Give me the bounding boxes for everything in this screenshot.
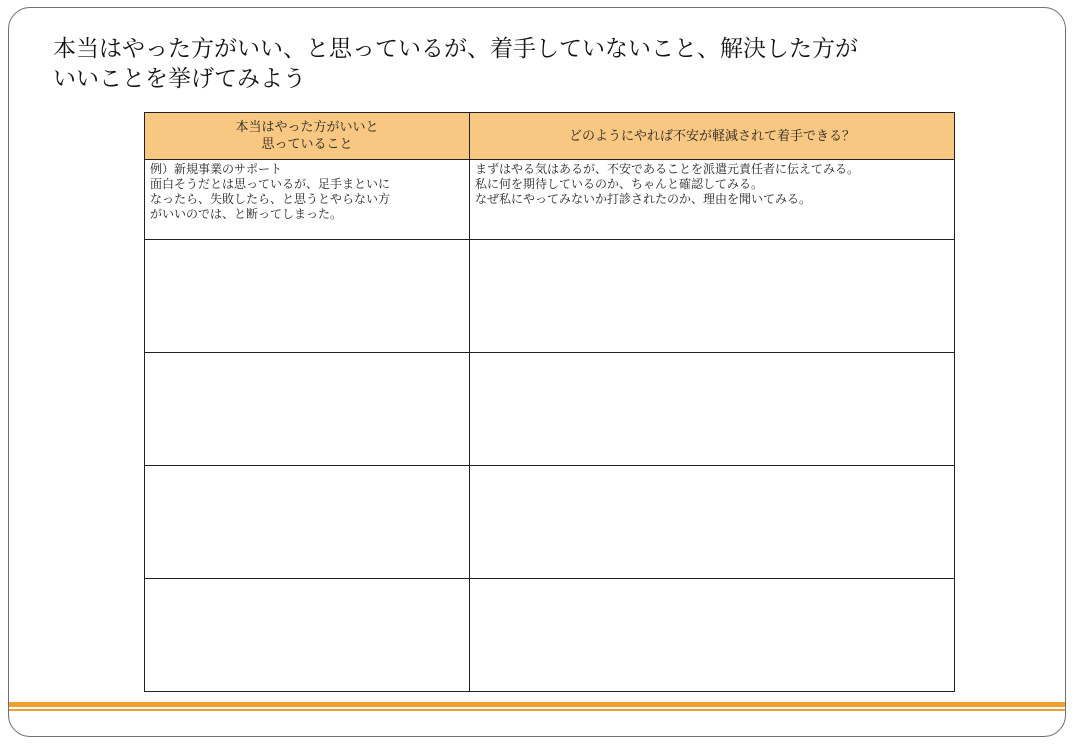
- example-right-line: まずはやる気はあるが、不安であることを派遣元責任者に伝えてみる。: [475, 162, 860, 176]
- blank-cell-right[interactable]: [470, 240, 955, 353]
- example-left-line: 例）新規事業のサポート: [150, 162, 283, 176]
- table-row: [145, 466, 955, 579]
- blank-cell-right[interactable]: [470, 466, 955, 579]
- footer-accent-thin-line: [9, 709, 1065, 711]
- example-right-line: なぜ私にやってみないか打診されたのか、理由を聞いてみる。: [475, 192, 812, 206]
- example-left-line: なったら、失敗したら、と思うとやらない方: [150, 192, 391, 206]
- example-right-cell: [470, 160, 955, 240]
- example-right-line: 私に何を期待しているのか、ちゃんと確認してみる。: [475, 177, 764, 191]
- table-row: [145, 240, 955, 353]
- worksheet-table: [144, 112, 955, 692]
- example-left-cell: [145, 160, 470, 240]
- table-row-example: [145, 160, 955, 240]
- table-row: [145, 579, 955, 692]
- table-row: [145, 353, 955, 466]
- blank-cell-right[interactable]: [470, 353, 955, 466]
- slide-frame: [8, 7, 1066, 737]
- footer-accent-bar: [9, 702, 1065, 713]
- blank-cell-left[interactable]: [145, 240, 470, 353]
- header-wanted-tasks: 本当はやった方がいいと 思っていること: [145, 113, 470, 160]
- blank-cell-left[interactable]: [145, 353, 470, 466]
- blank-cell-right[interactable]: [470, 579, 955, 692]
- table-header-row: [145, 113, 955, 160]
- blank-cell-left[interactable]: [145, 466, 470, 579]
- header-how-to-start: どのようにやれば不安が軽減されて着手できる？: [470, 113, 955, 160]
- slide-title: 本当はやった方がいい、と思っているが、着手していないこと、解決した方が いいことを挙げてみよう: [53, 36, 858, 92]
- blank-cell-left[interactable]: [145, 579, 470, 692]
- example-left-line: がいいのでは、と断ってしまった。: [150, 207, 343, 221]
- example-left-line: 面白そうだとは思っているが、足手まといに: [150, 177, 391, 191]
- footer-accent-line: [9, 702, 1065, 707]
